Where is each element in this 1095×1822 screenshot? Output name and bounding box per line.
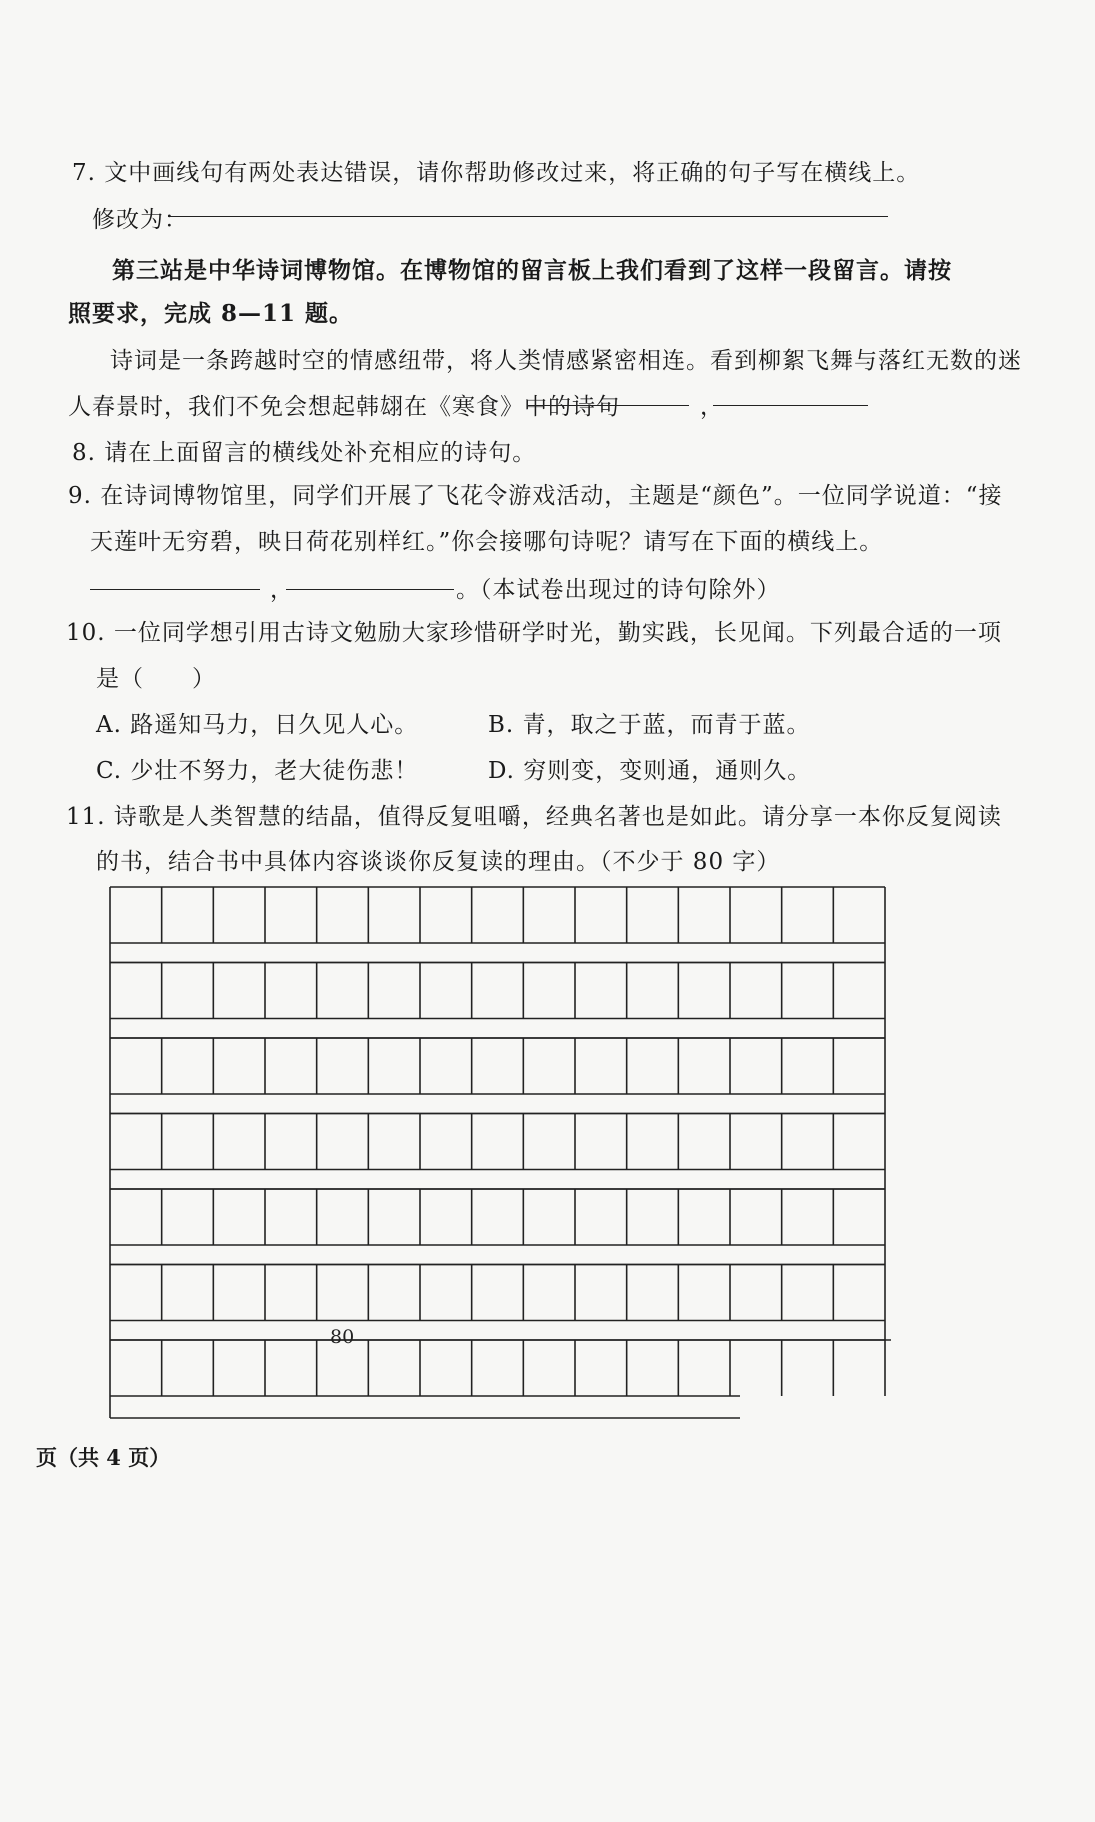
q11-line1: 11. 诗歌是人类智慧的结晶，值得反复咀嚼，经典名著也是如此。请分享一本你反复阅读 — [66, 804, 1002, 830]
q10-option-d[interactable]: D. 穷则变，变则通，通则久。 — [488, 758, 812, 784]
grid-marker-80: 80 — [330, 1326, 355, 1348]
passage-line2: 人春景时，我们不免会想起韩翃在《寒食》中的诗句 — [68, 394, 620, 420]
q9-note: 。（本试卷出现过的诗句除外） — [456, 577, 781, 603]
page-footer: 页（共 4 页） — [36, 1445, 171, 1470]
q9-comma: ， — [270, 577, 294, 603]
q9-line2: 天莲叶无穷碧，映日荷花别样红。”你会接哪句诗呢？请写在下面的横线上。 — [90, 529, 884, 555]
section3-intro-line2: 照要求，完成 8—11 题。 — [68, 300, 354, 327]
passage-line1: 诗词是一条跨越时空的情感纽带，将人类情感紧密相连。看到柳絮飞舞与落红无数的迷 — [110, 348, 1022, 374]
q10-option-c[interactable]: C. 少壮不努力，老大徒伤悲！ — [96, 758, 419, 784]
q8-text: 8. 请在上面留言的横线处补充相应的诗句。 — [72, 440, 537, 466]
q9-line1: 9. 在诗词博物馆里，同学们开展了飞花令游戏活动，主题是“颜色”。一位同学说道：“接 — [68, 483, 1003, 509]
q11-line2: 的书，结合书中具体内容谈谈你反复读的理由。（不少于 80 字） — [96, 849, 781, 875]
q10-option-a[interactable]: A. 路遥知马力，日久见人心。 — [96, 712, 419, 738]
section3-intro-line1: 第三站是中华诗词博物馆。在博物馆的留言板上我们看到了这样一段留言。请按 — [112, 257, 952, 284]
q10-option-b[interactable]: B. 青，取之于蓝，而青于蓝。 — [488, 712, 811, 738]
q7-question: 7. 文中画线句有两处表达错误，请你帮助修改过来，将正确的句子写在横线上。 — [72, 160, 921, 186]
q10-line1: 10. 一位同学想引用古诗文勉励大家珍惜研学时光，勤实践，长见闻。下列最合适的一项 — [66, 620, 1002, 646]
passage-comma: ， — [700, 394, 724, 420]
q10-line2: 是（ ） — [96, 666, 216, 692]
q7-answer-label: 修改为： — [92, 207, 188, 233]
